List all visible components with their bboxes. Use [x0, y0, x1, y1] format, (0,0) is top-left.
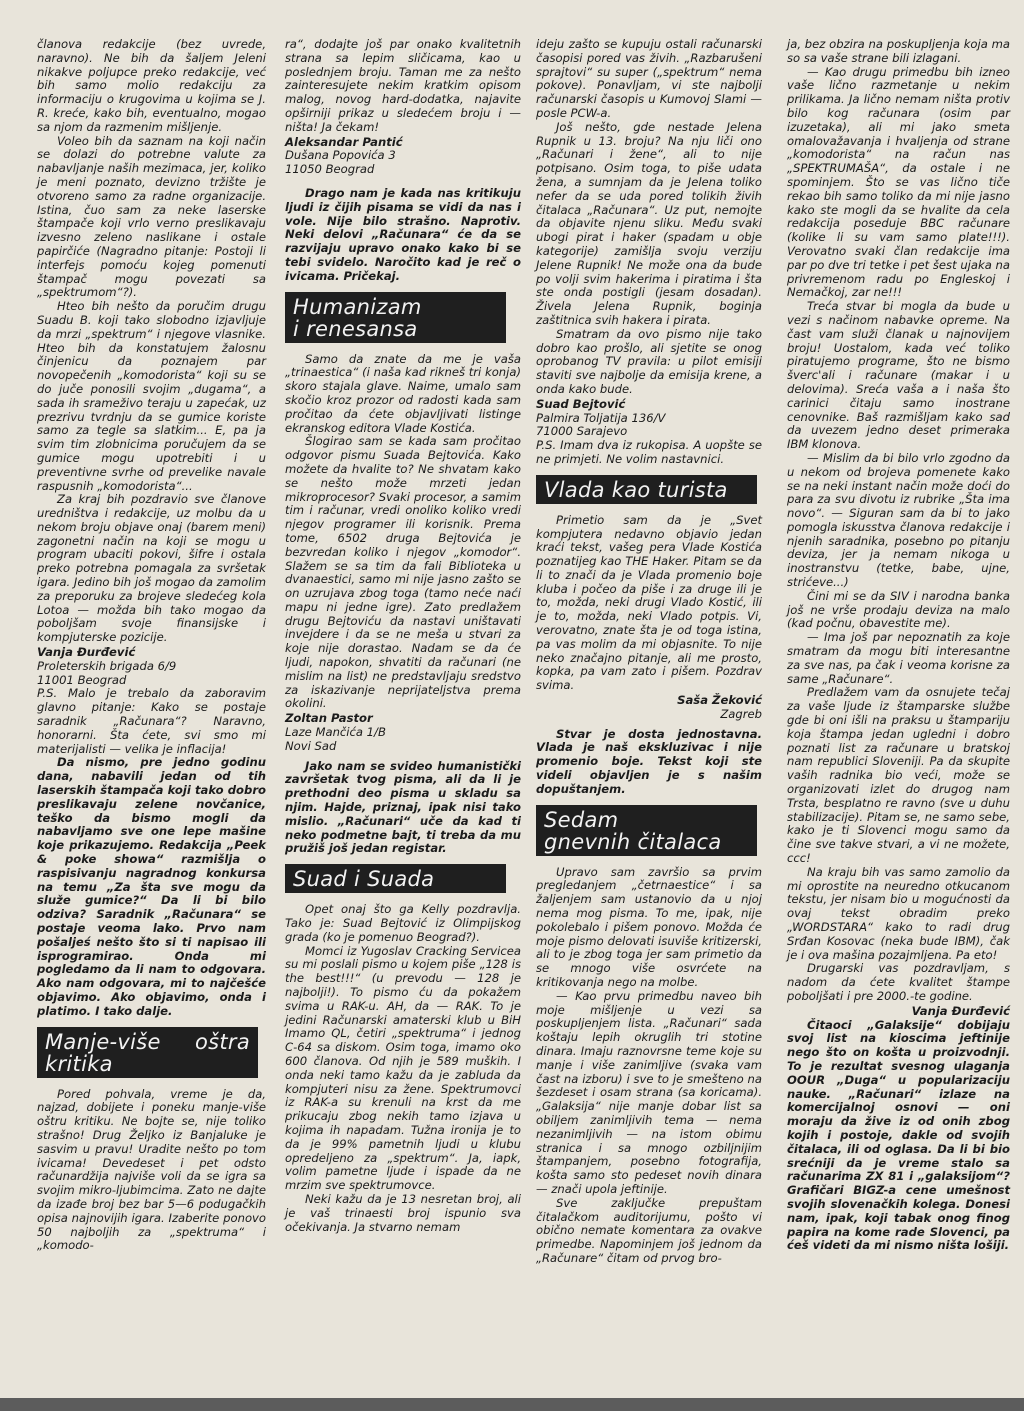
- letter-text: Šlogirao sam se kada sam pročitao odgovor pismu Suada Bejtovića. Kako možete da hvalite to? Ne shvatam kako se nešto može mrzeti jedan mikroprocesor? Svaki procesor, a samim tim i računar, vredi onoliko koliko vredi njegov programer ili korisnik. Prema tome, 6502 druga Bejtovića je bezvredan koliko i njegov „komodor“. Slažem se sa tim da fali Biblioteka u dvanaestici, samo mi nije jasno zašto se on uzrujava zbog toga (tamo neće naći mapu ni jedne igre). Zato predlažem drugu Bejtoviću da nastavi uništavati invejdere i da se ne meša u stvari za koje nije dorastao. Nadam se da će ljudi, napokon, shvatiti da računari (ne mislim na list) ne predstavljaju sredstvo za iskazivanje neprijateljstva prema okolini.: [285, 434, 521, 711]
- column-3: [536, 38, 762, 1266]
- letter-address: Proleterskih brigada 6/9: [37, 658, 177, 673]
- letter-text: Primetio sam da je „Svet kompjutera nedavno objavio jedan kraći tekst, vašeg pera Vlade Kostića poznatijeg kao THE Haker. Pitam se da li to znači da je Vlada promenio boje kluba i počeo da piše i za druge ili je to, možda, neki drugi Vlado Kostić, ili je to, možda, neki Vlado potpis. Vi, verovatno, znate šta je od toga istina, pa vas molim da mi objasnite. To nije neko značajno pitanje, ali me prosto, kopka, pa vam zato i pišem. Pozdrav svima.: [536, 512, 762, 693]
- letter-address: Novi Sad: [285, 738, 337, 753]
- editorial-response: Čitaoci „Galaksije“ dobijaju svoj list na kioscima jeftinije nego što on košta u proizvodnji. To je rezultat svesnog ulaganja OOUR „Duga“ u popularizaciju nauke. „Računari“ izlaze na komercijalnoj osnovi — oni moraju da žive iz od onih zbog kojih i postoje, dakle od svojih čitalaca, ili od oglasa. Da li bi bio srećniji da je vreme stalo sa računarima ZX 81 i „galaksijom“? Grafičari BIGZ-a cene umešnost svojih slovenačkih kolega. Donesi nam, ipak, koji tabak onog finog papira na kome rade Slovenci, pa ćeš videti da mi nismo ništa lošiji.: [787, 1017, 1010, 1253]
- letter-text: Samo da znate da me je vaša „trinaestica“ (i naša kad rikneš tri konja) skoro stajala glave. Naime, umalo sam skočio kroz prozor od radosti kada sam pročitao da ćete objavljivati listinge ekranskog editora Vlade Kostića.: [285, 351, 521, 435]
- letter-text: Momci iz Yugoslav Cracking Servicea su mi poslali pismo u kojem piše „128 is the best!!!“ (u prevodu — 128 je najbolji!). To pismo ću da pokažem svima u RAK-u. AH, da — RAK. To je jedini Računarski amaterski klub u BiH Imamo QL, četiri „spektruma“ i jednog C-64 sa diskom. Osim toga, imamo oko 600 članova. Od njih je 589 muških. I onda neki tamo kažu da je zabluda da kompjuteri nisu za žene. Spektrumovci iz RAK-a su krenuli na krst da me prikucaju zbog nekih tamo izjava u kojima ih napadam. Tužna ironija je to da je 99% pametnih ljudi u klubu opredeljeno za „spektrum“. Ja, iapk, volim pametne ljude i ispade da ne mrzim sve spektrumovce.: [285, 943, 521, 1193]
- section-heading-line: i renesansa: [293, 316, 418, 341]
- column-4: [787, 38, 1010, 1253]
- letter-address: 11050 Beograd: [285, 162, 375, 177]
- letter-address: 71000 Sarajevo: [536, 424, 628, 439]
- letter-address: Palmira Toljatija 136/V: [536, 410, 666, 425]
- letter-signature: Aleksandar Pantić: [285, 134, 403, 149]
- letter-text: ja, bez obzira na poskupljenja koja ma so sa vaše strane bili izlagani.: [787, 37, 1010, 65]
- letter-text: Drugarski vas pozdravljam, s nadom da ćete kvalitet štampe poboljšati i pre 2000.-te godine.: [787, 961, 1010, 1003]
- editorial-response: Jako nam se svideo humanistički završetak tvog pisma, ali da li je prethodni deo pisma u skladu sa njim. Hajde, priznaj, ipak nisi tako mislio. „Računari“ uče da kad ti neko podmetne bajt, ti treba da mu pružiš još jedan registar.: [285, 758, 521, 856]
- section-heading: Vlada kao turista: [536, 475, 757, 504]
- section-heading: Manje-više oštra kritika: [37, 1027, 258, 1078]
- letter-text: Upravo sam završio sa prvim pregledanjem „četrnaestice“ i sa žaljenjem sam ustanovio da u njoj nema mog pisma. To me, ipak, nije pokolebalo i pišem ponovo. Možda će moje pismo delovati isuviše kritizerski, ali to je zbog toga jer sam primetio da se mnogo više osvrćete na kritikovanja nego na molbe.: [536, 864, 762, 990]
- letter-signature: Vanja Đurđević: [37, 645, 136, 660]
- letter-postscript: P.S. Imam dva iz rukopisa. A uopšte se ne primjeti. Ne volim nastavnici.: [536, 438, 762, 466]
- letter-text: Pored pohvala, vreme je da, najzad, dobijete i poneku manje-više oštru kritiku. Ne bojte se, nije toliko strašno! Drug Željko iz Banjaluke je sasvim u pravu! Uradite nešto po tom ivicama! Devedeset i pet odsto računardžija najviše voli da se igra sa svojim mikro-ljubimcima. Zato ne dajte da izađe broj bez bar 5—6 podugačkih opisa najnovijih igara. Izaberite ponovo 50 najboljih za „spektruma“ i „komodo-: [37, 1086, 266, 1253]
- letter-text: Smatram da ovo pismo nije tako dobro kao prošlo, ali sjetite se onog oprobanog TV pravila: u pilot emisiji staviti sve najbolje da emisija krene, a onda kako bude.: [536, 326, 762, 396]
- letter-signature: Zoltan Pastor: [285, 711, 373, 726]
- column-1: [37, 38, 266, 1253]
- letter-text: Treća stvar bi mogla da bude u vezi s načinom nabavke opreme. Na čast vam služi članak u najnovijem broju! Uostalom, kada već toliko piratujemo programe, što ne bismo šverc'ali i računare (makar i u delovima). Sreća vaša a i naša što carinici čitaju samo inostrane cenovnike. Baš razmišljam kako sad da uvezem jedno deset primeraka IBM klonova.: [787, 299, 1010, 452]
- letter-text: Za kraj bih pozdravio sve članove uredništva i redakcije, uz molbu da u nekom broju objave onaj (barem meni) zagonetni način na koji se mogu u program ubaciti pokovi, šifre i ostala preko potrebna pomagala za svršetak igara. Jedino bih još mogao da zamolim za preporuku za brojeve sledećeg kola Lotoa — možda bih tako mogao da poboljšam svoje finansijske i kompjuterske pozicije.: [37, 492, 266, 645]
- letter-text: — Kao prvu primedbu naveo bih moje mišljenje u vezi sa poskupljenjem lista. „Računari“ sada koštaju lepih okruglih tri stotine dinara. Imaju raznovrsne teme koje su manje i više zanimljive (svaka vam čast na izboru) i sve to je smešteno na šezdeset i osam strana (sa koricama). „Galaksija“ nije manje dobar list sa obiljem zanimljivih tema — nema nezanimljivih — na istom obimu stranica i sa mnogo ozbiljnijim štampanjem, posebno fotografija, košta samo sto pedeset novih dinara — znači upola jeftinije.: [536, 988, 762, 1196]
- letter-text: Voleo bih da saznam na koji način se dolazi do potrebne valute za nabavljanje naših mezimaca, jer, koliko je meni poznato, devizno tržište je otvoreno samo za radne organizacije. Istina, čuo sam za neke laserske štampače koji vrlo verno preslikavaju izvesno zeleno naslikane i ostale papirčiće (Nagradno pitanje: Postoji li interfejs pomoću kojeg pomenuti štampač mogu povezati sa „spektrumom“?).: [37, 133, 266, 300]
- letter-text: Hteo bih nešto da poručim drugu Suadu B. koji tako slobodno izjavljuje da mrzi „spektrum“ i njegove vlasnike. Hteo bih da konstatujem žalosnu činjenicu da poznajem par novopečenih „komodorista“ koji su se do juče ponosili svojim „dugama“, a sada ih srameživo teraju u zapećak, uz prezrivu tvrdnju da se gumice koriste samo za tegle sa slatkim... E, pa ja svim tim zlobnicima poručujem da se gumice mogu upotrebiti i u preventivne svrhe od prevelike navale raspusnih „komodorista“...: [37, 299, 266, 493]
- editorial-response: Stvar je dosta jednostavna. Vlada je naš ekskluzivac i nije promenio boje. Tekst koji ste videli objavljen je s našim dopuštanjem.: [536, 726, 762, 796]
- section-heading: Suad i Suada: [285, 864, 506, 893]
- letter-text: Na kraju bih vas samo zamolio da mi oprostite na neuredno otkucanom tekstu, jer nisam bio u mogućnosti da ovaj tekst obradim preko „WORDSTARA“ kako to radi drug Srđan Kosovac (neka bude IBM), čak je i ova mašina pozajmljena. Pa eto!: [787, 864, 1010, 962]
- letter-text: Sve zaključke prepuštam čitalačkom auditorijumu, pošto vi obično nemate komentara za ovakve primedbe. Napominjem još jednom da „Računare“ čitam od prvog bro-: [536, 1195, 762, 1265]
- section-heading: [285, 292, 506, 343]
- letter-text: — Ima još par nepoznatih za koje smatram da mogu biti interesantne za sve nas, pa čak i veoma korisne za same „Računare“.: [787, 630, 1010, 686]
- letter-text: Opet onaj što ga Kelly pozdravlja. Tako je: Suad Bejtović iz Olimpijskog grada (ko je pomenuo Beograd?).: [285, 902, 521, 944]
- letter-address: Laze Mančića 1/B: [285, 725, 386, 740]
- letter-address: 11001 Beograd: [37, 672, 127, 687]
- letter-signature: Saša Žeković: [677, 693, 762, 708]
- letter-address: Zagreb: [720, 706, 762, 721]
- letter-postscript: P.S. Malo je trebalo da zaboravim glavno pitanje: Kako se postaje saradnik „Računara“? Naravno, honorarni. Šta ćete, svi smo mi materijalisti — velika je inflacija!: [37, 686, 266, 756]
- editorial-response: Drago nam je kada nas kritikuju ljudi iz čijih pisama se vidi da nas i vole. Nije bilo strašno. Naprotiv. Neki delovi „Računara“ će da se razvijaju upravo onako kako bi se tebi svidelo. Naročito kad je reč o ivicama. Pričekaj.: [285, 185, 521, 283]
- section-heading: [536, 805, 757, 856]
- section-heading-line: Sedam: [544, 807, 619, 832]
- letter-text: Čini mi se da SIV i narodna banka još ne vrše prodaju deviza na malo (kad počnu, obavestite me).: [787, 588, 1010, 631]
- letter-text: ra“, dodajte još par onako kvalitetnih strana sa lepim sličicama, kao u poslednjem broju. Taman me za nešto zainteresujete nekim kratkim opisom malog, novog hard-dodatka, najavite opširniji prikaz u sledećem broju i — ništa! Ja čekam!: [285, 37, 521, 134]
- section-heading-line: gnevnih čitalaca: [544, 829, 722, 854]
- letter-text: Još nešto, gde nestade Jelena Rupnik u 13. broju? Na nju liči ono „Računari i žene“, ali to nije potpisano. Osim toga, to piše udata žena, a sumnjam da je Jelena toliko nefer da se uda pored tolikih živih čitalaca „Računara“. Uz put, nemojte da objavite njenu sliku. Među svaki ubogi pirat i haker (spadam u obje kategorije) zamišlja svoju verziju Jelene Rupnik! Ne može ona da bude po volji svim hakerima i piratima i šta ste onda postigli (jesam dosadan). Živela Jelena Rupnik, boginja zaštitnica svih hakera i pirata.: [536, 119, 762, 327]
- letter-text: članova redakcije (bez uvrede, naravno). Ne bih da šaljem Jeleni nikakve poljupce preko redakcije, već bih samo molio redakciju za informaciju o krugovima u kojima se J. R. kreće, kako bih, eventualno, mogao sa njom da razmenim mišljenje.: [37, 37, 266, 134]
- letter-text: — Mislim da bi bilo vrlo zgodno da u nekom od brojeva pomenete kako se na neki instant način može doći do para za svu divotu iz rubrike „Šta ima novo“. — Siguran sam da bi to jako pomogla iskusstva članova redakcije i njenih saradnika, posebno po pitanju deviza, jer ja nemam nikoga u inostranstvu (tetke, babe, ujne, strićeve...): [787, 450, 1010, 590]
- letter-text: Neki kažu da je 13 nesretan broj, ali je vaš trinaesti broj ispunio sva očekivanja. Ja stvarno nemam: [285, 1191, 521, 1234]
- letter-text: Predlažem vam da osnujete tečaj za vaše ljude iz štamparske službe gde bi oni išli na praksu u štampariju koja štampa jedan ugledni i dobro poznati list za računare u bratskoj nam republici Sloveniji. Pa da skupite vaših radnika bio veći, može se organizovati izlet do drugog nam Trsta, besplatno re ravno (sve u duhu stabilizacije). Pitam se, ne samo sebe, kako je ti Slovenci mogu samo da čine sve takve stvari, a vi ne možete, ccc!: [787, 685, 1010, 866]
- letter-signature: Vanja Đurđević: [911, 1003, 1010, 1018]
- column-2: [285, 38, 521, 1234]
- editorial-response: Da nismo, pre jedno godinu dana, nabavili jedan od tih laserskih štampača koji tako dobro preslikavaju zelene novčanice, teško da bismo mogli da nabavljamo sve one lepe mašine koje prikazujemo. Redakcija „Peek & poke showa“ razmišlja o raspisivanju nagradnog konkursa na temu „Za šta sve mogu da služe gumice?“ Da li bi bilo odziva? Saradnik „Računara“ se postaje veoma lako. Prvo nam pošaljeś nešto što si ti napisao ili isprogramirao. Onda mi pogledamo da li nam to odgovara. Ako nam odgovara, mi to najčešće objavimo. Ako objavimo, onda i platimo. I tako dalje.: [37, 755, 266, 1018]
- section-heading-line: Humanizam: [293, 294, 422, 319]
- letter-signature: Suad Bejtović: [536, 396, 626, 411]
- page-bottom-edge: [0, 1398, 1024, 1411]
- letter-address: Dušana Popovića 3: [285, 148, 396, 163]
- letter-text: — Kao drugu primedbu bih iznео vaše lično razmetanje u nekim prilikama. Ja lično nemam ništa protiv bilo kog računara (osim par izuzetaka), ali mi jako smeta omalovažavanja i hvaljenja od strane „komodorista“ na račun nas „SPEKTRUMAŠA“, da ostale i ne spominjem. Što se vas lično tiče rekao bih samo toliko da mi nije jasno kako ste mogli da se hvalite da cela redakcija poseduje BBC računare (kolike li su vam samo plate!!!). Verovatno svaki član redakcije ima par po dve tri tetke i pet šest ujaka na privremenom radu po Engleskoj i Nemačkoj, zar ne!!!: [787, 64, 1010, 300]
- letter-text: ideju zašto se kupuju ostali računarski časopisi pored vas živih. „Razbarušeni sprajtovi“ su super („spektrum“ nema pokove). Ponavljam, vi ste najbolji računarski časopis u Kumovoj Slami — posle PCW-a.: [536, 37, 762, 120]
